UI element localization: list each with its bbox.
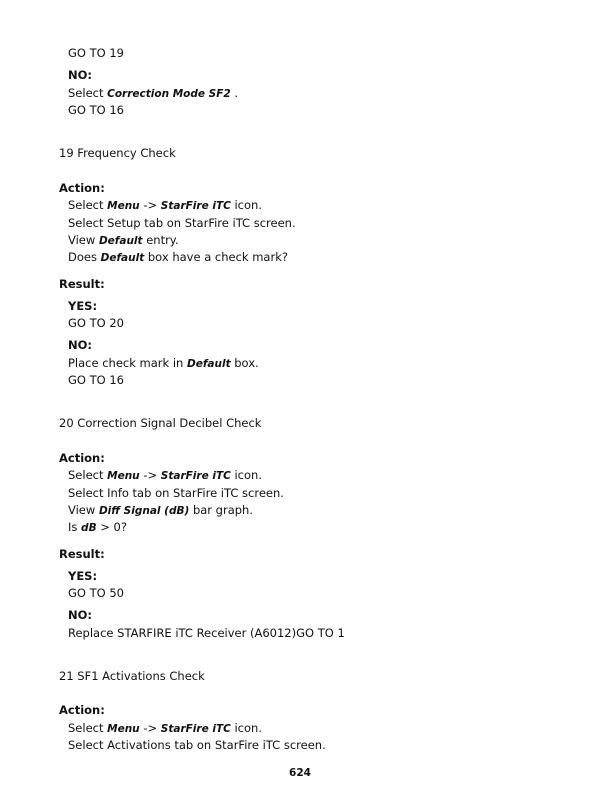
step-20-action-1: Select Menu -> StarFire iTC icon. [68, 468, 262, 482]
step-21-heading: 21 SF1 Activations Check [59, 669, 205, 683]
page-number: 624 [289, 767, 311, 779]
step-19-action-3: View Default entry. [68, 233, 179, 247]
goto-16: GO TO 16 [68, 103, 124, 117]
step-19-action-4: Does Default box have a check mark? [68, 250, 288, 264]
no-label: NO: [68, 68, 92, 82]
step-21-action-label: Action: [59, 703, 105, 717]
correction-mode-term: Correction Mode SF2 [107, 88, 231, 100]
step-20-action-label: Action: [59, 451, 105, 465]
step-20-heading: 20 Correction Signal Decibel Check [59, 416, 262, 430]
step-19-no-text: Place check mark in Default box. [68, 356, 259, 370]
step-19-result-label: Result: [59, 277, 105, 291]
step-20-yes-label: YES: [68, 569, 98, 583]
step-20-no-label: NO: [68, 608, 92, 622]
step-19-action-2: Select Setup tab on StarFire iTC screen. [68, 216, 296, 230]
goto-19: GO TO 19 [68, 46, 124, 60]
step-20-result-label: Result: [59, 547, 105, 561]
step-20-no-text: Replace STARFIRE iTC Receiver (A6012)GO TO 1 [68, 626, 345, 640]
step-19-action-label: Action: [59, 181, 105, 195]
step-19-action-1: Select Menu -> StarFire iTC icon. [68, 198, 262, 212]
step-19-no-goto: GO TO 16 [68, 373, 124, 387]
step-19-yes-goto: GO TO 20 [68, 316, 124, 330]
step-21-action-2: Select Activations tab on StarFire iTC screen. [68, 738, 326, 752]
step-20-action-3: View Diff Signal (dB) bar graph. [68, 503, 253, 517]
step-19-no-label: NO: [68, 338, 92, 352]
step-20-action-2: Select Info tab on StarFire iTC screen. [68, 486, 284, 500]
step-19-heading: 19 Frequency Check [59, 146, 176, 160]
no-select-line: Select Correction Mode SF2 . [68, 86, 239, 100]
step-21-action-1: Select Menu -> StarFire iTC icon. [68, 721, 262, 735]
step-20-yes-goto: GO TO 50 [68, 586, 124, 600]
step-19-yes-label: YES: [68, 299, 98, 313]
step-20-action-4: Is dB > 0? [68, 520, 127, 534]
